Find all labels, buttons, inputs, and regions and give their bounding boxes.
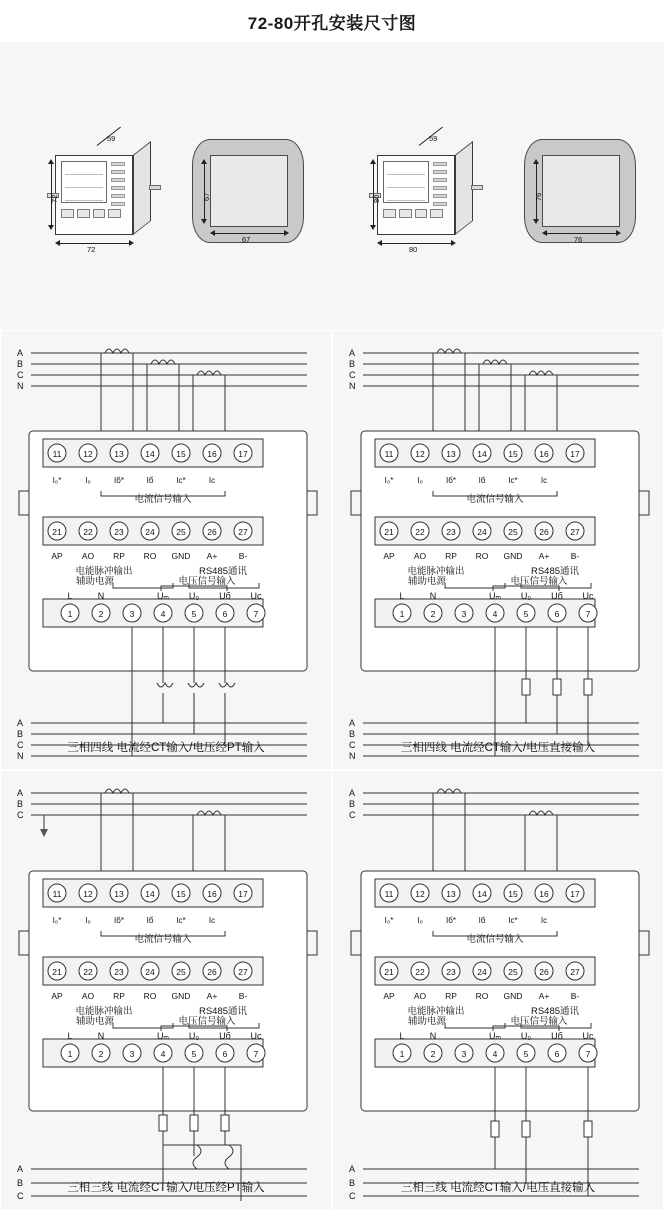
svg-text:15: 15 bbox=[508, 449, 518, 459]
svg-text:Iс: Iс bbox=[208, 916, 216, 925]
svg-text:16: 16 bbox=[207, 449, 217, 459]
svg-text:22: 22 bbox=[83, 967, 93, 977]
svg-text:B: B bbox=[349, 799, 356, 809]
svg-text:I₀: I₀ bbox=[85, 916, 91, 925]
svg-text:3: 3 bbox=[461, 609, 467, 619]
svg-text:17: 17 bbox=[570, 889, 580, 899]
svg-text:A: A bbox=[17, 718, 24, 728]
svg-text:AO: AO bbox=[413, 991, 427, 1001]
svg-text:B: B bbox=[349, 1178, 356, 1188]
svg-text:A: A bbox=[17, 1164, 24, 1174]
page-title: 72-80开孔安装尺寸图 bbox=[247, 14, 417, 33]
svg-text:U₀: U₀ bbox=[188, 1031, 200, 1041]
svg-text:A: A bbox=[349, 718, 356, 728]
svg-text:C: C bbox=[17, 740, 24, 750]
svg-text:23: 23 bbox=[114, 527, 124, 537]
svg-text:RS485通讯: RS485通讯 bbox=[198, 1006, 248, 1017]
svg-text:电压信号输入: 电压信号输入 bbox=[178, 576, 236, 587]
dim-label-height-80: 80 bbox=[372, 194, 381, 203]
svg-text:4: 4 bbox=[160, 609, 166, 619]
svg-text:RO: RO bbox=[143, 991, 157, 1001]
svg-text:13: 13 bbox=[114, 889, 124, 899]
svg-text:12: 12 bbox=[83, 889, 93, 899]
svg-text:24: 24 bbox=[145, 967, 155, 977]
wiring-svg-3 bbox=[1, 771, 332, 1210]
meter-display bbox=[61, 161, 107, 203]
svg-text:26: 26 bbox=[539, 967, 549, 977]
svg-text:17: 17 bbox=[570, 449, 580, 459]
svg-text:U₀: U₀ bbox=[188, 591, 200, 601]
wiring-svg-2 bbox=[333, 331, 664, 770]
svg-text:23: 23 bbox=[446, 527, 456, 537]
svg-text:17: 17 bbox=[238, 889, 248, 899]
svg-text:RP: RP bbox=[445, 991, 457, 1001]
svg-text:RS485通讯: RS485通讯 bbox=[198, 566, 248, 577]
svg-text:GND: GND bbox=[171, 991, 191, 1001]
wiring-svg-1 bbox=[1, 331, 332, 770]
svg-text:Iб: Iб bbox=[478, 476, 486, 485]
svg-text:12: 12 bbox=[83, 449, 93, 459]
svg-text:27: 27 bbox=[238, 527, 248, 537]
svg-text:24: 24 bbox=[477, 967, 487, 977]
svg-text:5: 5 bbox=[191, 609, 197, 619]
svg-text:25: 25 bbox=[508, 967, 518, 977]
svg-text:GND: GND bbox=[503, 551, 523, 561]
svg-text:I₀*: I₀* bbox=[52, 476, 62, 485]
svg-text:6: 6 bbox=[554, 1049, 560, 1059]
svg-text:Uб: Uб bbox=[219, 1031, 231, 1041]
dimension-illustration-band bbox=[0, 42, 664, 330]
svg-text:26: 26 bbox=[539, 527, 549, 537]
meter-buttons bbox=[383, 209, 443, 229]
wiring-diagram-grid bbox=[0, 330, 664, 1210]
dim-label-width-72: 72 bbox=[87, 245, 96, 254]
svg-text:A: A bbox=[17, 348, 24, 358]
svg-text:Uс: Uс bbox=[250, 591, 262, 601]
svg-text:电压信号输入: 电压信号输入 bbox=[510, 1016, 568, 1027]
meter-indicator-leds bbox=[433, 162, 451, 202]
svg-text:4: 4 bbox=[492, 609, 498, 619]
svg-text:26: 26 bbox=[207, 967, 217, 977]
svg-text:U₀: U₀ bbox=[520, 591, 532, 601]
svg-text:6: 6 bbox=[222, 609, 228, 619]
svg-text:1: 1 bbox=[67, 1049, 73, 1059]
svg-text:I₀*: I₀* bbox=[384, 476, 394, 485]
wiring-caption-2: 三相四线 电流经CT输入/电压直接输入 bbox=[400, 742, 596, 754]
svg-text:A+: A+ bbox=[538, 991, 550, 1001]
meter-buttons bbox=[61, 209, 121, 229]
svg-text:N: N bbox=[429, 591, 437, 601]
svg-text:14: 14 bbox=[145, 889, 155, 899]
svg-text:22: 22 bbox=[415, 967, 425, 977]
svg-text:A: A bbox=[349, 788, 356, 798]
svg-text:A: A bbox=[349, 1164, 356, 1174]
dim-label-height-72: 72 bbox=[50, 194, 59, 203]
svg-text:RP: RP bbox=[113, 991, 125, 1001]
dim-label-cutout-width-67: 67 bbox=[242, 235, 251, 244]
svg-text:11: 11 bbox=[52, 889, 62, 899]
svg-text:B-: B- bbox=[238, 991, 248, 1001]
svg-text:C: C bbox=[349, 370, 356, 380]
svg-text:电能脉冲输出: 电能脉冲输出 bbox=[75, 1006, 133, 1017]
svg-text:Uб: Uб bbox=[219, 591, 231, 601]
svg-text:C: C bbox=[17, 370, 24, 380]
svg-text:Uₘ: Uₘ bbox=[156, 591, 170, 601]
svg-text:27: 27 bbox=[570, 967, 580, 977]
meter-indicator-leds bbox=[111, 162, 129, 202]
svg-text:I₀: I₀ bbox=[85, 476, 91, 485]
svg-text:I₀*: I₀* bbox=[52, 916, 62, 925]
svg-text:5: 5 bbox=[523, 609, 529, 619]
svg-text:3: 3 bbox=[129, 609, 135, 619]
svg-text:电流信号输入: 电流信号输入 bbox=[466, 494, 524, 505]
svg-text:Iб*: Iб* bbox=[114, 476, 124, 485]
svg-text:B: B bbox=[17, 359, 24, 369]
svg-text:15: 15 bbox=[176, 449, 186, 459]
svg-text:辅助电源: 辅助电源 bbox=[75, 1016, 115, 1027]
svg-text:辅助电源: 辅助电源 bbox=[75, 576, 115, 587]
svg-text:电能脉冲输出: 电能脉冲输出 bbox=[407, 1006, 465, 1017]
panel-cutout-hole bbox=[542, 155, 620, 227]
svg-text:2: 2 bbox=[430, 1049, 436, 1059]
svg-text:Iб: Iб bbox=[478, 916, 486, 925]
svg-text:L: L bbox=[67, 591, 73, 601]
svg-text:15: 15 bbox=[508, 889, 518, 899]
svg-text:电能脉冲输出: 电能脉冲输出 bbox=[407, 566, 465, 577]
wiring-diagram-three-phase-four-wire-ct-direct bbox=[332, 330, 664, 770]
svg-text:I₀: I₀ bbox=[417, 476, 423, 485]
svg-text:Iс*: Iс* bbox=[176, 476, 186, 485]
svg-text:RP: RP bbox=[445, 551, 457, 561]
svg-text:Iс: Iс bbox=[208, 476, 216, 485]
svg-text:N: N bbox=[349, 381, 356, 391]
svg-text:27: 27 bbox=[238, 967, 248, 977]
svg-text:B: B bbox=[349, 729, 356, 739]
svg-text:B: B bbox=[17, 1178, 24, 1188]
svg-text:AO: AO bbox=[81, 991, 95, 1001]
wiring-svg-4 bbox=[333, 771, 664, 1210]
svg-text:11: 11 bbox=[52, 449, 62, 459]
svg-text:A+: A+ bbox=[206, 551, 218, 561]
svg-text:B-: B- bbox=[570, 551, 580, 561]
wiring-diagram-three-phase-three-wire-ct-pt bbox=[0, 770, 332, 1210]
svg-text:A+: A+ bbox=[538, 551, 550, 561]
svg-text:Iб*: Iб* bbox=[114, 916, 124, 925]
svg-text:C: C bbox=[17, 810, 24, 820]
svg-text:25: 25 bbox=[176, 527, 186, 537]
svg-text:AO: AO bbox=[81, 551, 95, 561]
svg-text:15: 15 bbox=[176, 889, 186, 899]
svg-text:16: 16 bbox=[539, 889, 549, 899]
svg-text:U₀: U₀ bbox=[520, 1031, 532, 1041]
svg-text:A: A bbox=[17, 788, 24, 798]
svg-text:24: 24 bbox=[145, 527, 155, 537]
svg-text:电流信号输入: 电流信号输入 bbox=[134, 494, 192, 505]
svg-text:电压信号输入: 电压信号输入 bbox=[178, 1016, 236, 1027]
svg-text:RO: RO bbox=[475, 551, 489, 561]
svg-text:1: 1 bbox=[67, 609, 73, 619]
svg-text:B: B bbox=[17, 799, 24, 809]
svg-text:24: 24 bbox=[477, 527, 487, 537]
figure-meter-80 bbox=[332, 133, 502, 254]
svg-text:N: N bbox=[97, 591, 105, 601]
svg-text:AP: AP bbox=[51, 551, 63, 561]
svg-text:13: 13 bbox=[446, 449, 456, 459]
svg-text:12: 12 bbox=[415, 449, 425, 459]
svg-text:13: 13 bbox=[114, 449, 124, 459]
svg-text:Uс: Uс bbox=[250, 1031, 262, 1041]
svg-text:AP: AP bbox=[383, 991, 395, 1001]
svg-text:22: 22 bbox=[83, 527, 93, 537]
dim-label-cutout-height-67: 67 bbox=[202, 192, 211, 201]
panel-cutout-hole bbox=[210, 155, 288, 227]
svg-text:21: 21 bbox=[52, 527, 62, 537]
svg-text:7: 7 bbox=[253, 609, 259, 619]
svg-text:L: L bbox=[399, 591, 405, 601]
svg-text:6: 6 bbox=[222, 1049, 228, 1059]
svg-text:7: 7 bbox=[585, 609, 591, 619]
meter-mount-lug-right bbox=[471, 185, 483, 190]
svg-text:14: 14 bbox=[477, 449, 487, 459]
svg-text:N: N bbox=[17, 381, 24, 391]
wiring-caption-4: 三相三线 电流经CT输入/电压直接输入 bbox=[400, 1182, 596, 1194]
svg-text:23: 23 bbox=[114, 967, 124, 977]
svg-text:3: 3 bbox=[129, 1049, 135, 1059]
svg-text:辅助电源: 辅助电源 bbox=[407, 1016, 447, 1027]
dim-label-depth-59: 59 bbox=[107, 134, 116, 143]
svg-text:RO: RO bbox=[143, 551, 157, 561]
svg-text:B: B bbox=[349, 359, 356, 369]
svg-text:11: 11 bbox=[384, 449, 394, 459]
svg-text:Uₘ: Uₘ bbox=[156, 1031, 170, 1041]
svg-text:6: 6 bbox=[554, 609, 560, 619]
figure-meter-72 bbox=[0, 133, 170, 254]
svg-text:A+: A+ bbox=[206, 991, 218, 1001]
svg-text:AO: AO bbox=[413, 551, 427, 561]
svg-text:21: 21 bbox=[384, 967, 394, 977]
dim-label-cutout-width-76: 76 bbox=[574, 235, 583, 244]
svg-text:Uₘ: Uₘ bbox=[488, 591, 502, 601]
svg-text:N: N bbox=[97, 1031, 105, 1041]
svg-text:1: 1 bbox=[399, 1049, 405, 1059]
svg-text:16: 16 bbox=[207, 889, 217, 899]
svg-text:1: 1 bbox=[399, 609, 405, 619]
svg-text:4: 4 bbox=[492, 1049, 498, 1059]
svg-text:13: 13 bbox=[446, 889, 456, 899]
dim-label-depth-59: 59 bbox=[429, 134, 438, 143]
svg-text:11: 11 bbox=[384, 889, 394, 899]
svg-text:7: 7 bbox=[253, 1049, 259, 1059]
svg-text:C: C bbox=[349, 740, 356, 750]
dim-label-cutout-height-76: 76 bbox=[534, 192, 543, 201]
svg-text:5: 5 bbox=[523, 1049, 529, 1059]
wiring-caption-3: 三相三线 电流经CT输入/电压经PT输入 bbox=[67, 1182, 265, 1194]
svg-text:Uб: Uб bbox=[551, 591, 563, 601]
svg-text:22: 22 bbox=[415, 527, 425, 537]
svg-text:N: N bbox=[429, 1031, 437, 1041]
svg-text:电流信号输入: 电流信号输入 bbox=[466, 934, 524, 945]
svg-text:3: 3 bbox=[461, 1049, 467, 1059]
wiring-caption-1: 三相四线 电流经CT输入/电压经PT输入 bbox=[67, 742, 265, 754]
svg-text:N: N bbox=[17, 751, 24, 761]
svg-text:4: 4 bbox=[160, 1049, 166, 1059]
svg-text:AP: AP bbox=[51, 991, 63, 1001]
svg-text:I₀: I₀ bbox=[417, 916, 423, 925]
svg-text:Uₘ: Uₘ bbox=[488, 1031, 502, 1041]
svg-text:5: 5 bbox=[191, 1049, 197, 1059]
svg-text:27: 27 bbox=[570, 527, 580, 537]
svg-text:Iб: Iб bbox=[146, 476, 154, 485]
svg-text:B-: B- bbox=[238, 551, 248, 561]
svg-text:L: L bbox=[399, 1031, 405, 1041]
svg-text:17: 17 bbox=[238, 449, 248, 459]
svg-text:2: 2 bbox=[430, 609, 436, 619]
svg-text:14: 14 bbox=[145, 449, 155, 459]
svg-text:Iс*: Iс* bbox=[508, 476, 518, 485]
svg-text:L: L bbox=[67, 1031, 73, 1041]
svg-text:RO: RO bbox=[475, 991, 489, 1001]
svg-text:Iс*: Iс* bbox=[176, 916, 186, 925]
svg-text:Iс: Iс bbox=[540, 476, 548, 485]
svg-text:7: 7 bbox=[585, 1049, 591, 1059]
wiring-diagram-three-phase-four-wire-ct-pt bbox=[0, 330, 332, 770]
svg-text:Iб*: Iб* bbox=[446, 476, 456, 485]
meter-mount-lug-right bbox=[149, 185, 161, 190]
meter-display bbox=[383, 161, 429, 203]
dim-label-width-80: 80 bbox=[409, 245, 418, 254]
svg-text:RS485通讯: RS485通讯 bbox=[530, 1006, 580, 1017]
svg-text:RP: RP bbox=[113, 551, 125, 561]
svg-text:I₀*: I₀* bbox=[384, 916, 394, 925]
svg-text:26: 26 bbox=[207, 527, 217, 537]
svg-text:Iб*: Iб* bbox=[446, 916, 456, 925]
svg-text:电能脉冲输出: 电能脉冲输出 bbox=[75, 566, 133, 577]
svg-text:25: 25 bbox=[176, 967, 186, 977]
svg-text:Iб: Iб bbox=[146, 916, 154, 925]
svg-text:2: 2 bbox=[98, 609, 104, 619]
svg-text:电压信号输入: 电压信号输入 bbox=[510, 576, 568, 587]
svg-text:21: 21 bbox=[52, 967, 62, 977]
svg-text:B-: B- bbox=[570, 991, 580, 1001]
svg-text:RS485通讯: RS485通讯 bbox=[530, 566, 580, 577]
svg-text:23: 23 bbox=[446, 967, 456, 977]
svg-text:C: C bbox=[349, 810, 356, 820]
svg-text:C: C bbox=[349, 1191, 356, 1201]
svg-text:GND: GND bbox=[503, 991, 523, 1001]
svg-text:21: 21 bbox=[384, 527, 394, 537]
wiring-diagram-three-phase-three-wire-ct-direct bbox=[332, 770, 664, 1210]
figure-cutout-76 bbox=[502, 133, 664, 251]
svg-text:AP: AP bbox=[383, 551, 395, 561]
svg-text:16: 16 bbox=[539, 449, 549, 459]
svg-text:Uб: Uб bbox=[551, 1031, 563, 1041]
svg-text:Iс*: Iс* bbox=[508, 916, 518, 925]
figure-cutout-67 bbox=[170, 133, 332, 251]
svg-text:25: 25 bbox=[508, 527, 518, 537]
svg-text:2: 2 bbox=[98, 1049, 104, 1059]
svg-text:N: N bbox=[349, 751, 356, 761]
svg-text:Iс: Iс bbox=[540, 916, 548, 925]
svg-text:电流信号输入: 电流信号输入 bbox=[134, 934, 192, 945]
svg-text:C: C bbox=[17, 1191, 24, 1201]
svg-text:12: 12 bbox=[415, 889, 425, 899]
svg-text:A: A bbox=[349, 348, 356, 358]
svg-text:Uс: Uс bbox=[582, 591, 594, 601]
svg-text:14: 14 bbox=[477, 889, 487, 899]
svg-text:辅助电源: 辅助电源 bbox=[407, 576, 447, 587]
svg-text:B: B bbox=[17, 729, 24, 739]
svg-text:Uс: Uс bbox=[582, 1031, 594, 1041]
svg-text:GND: GND bbox=[171, 551, 191, 561]
